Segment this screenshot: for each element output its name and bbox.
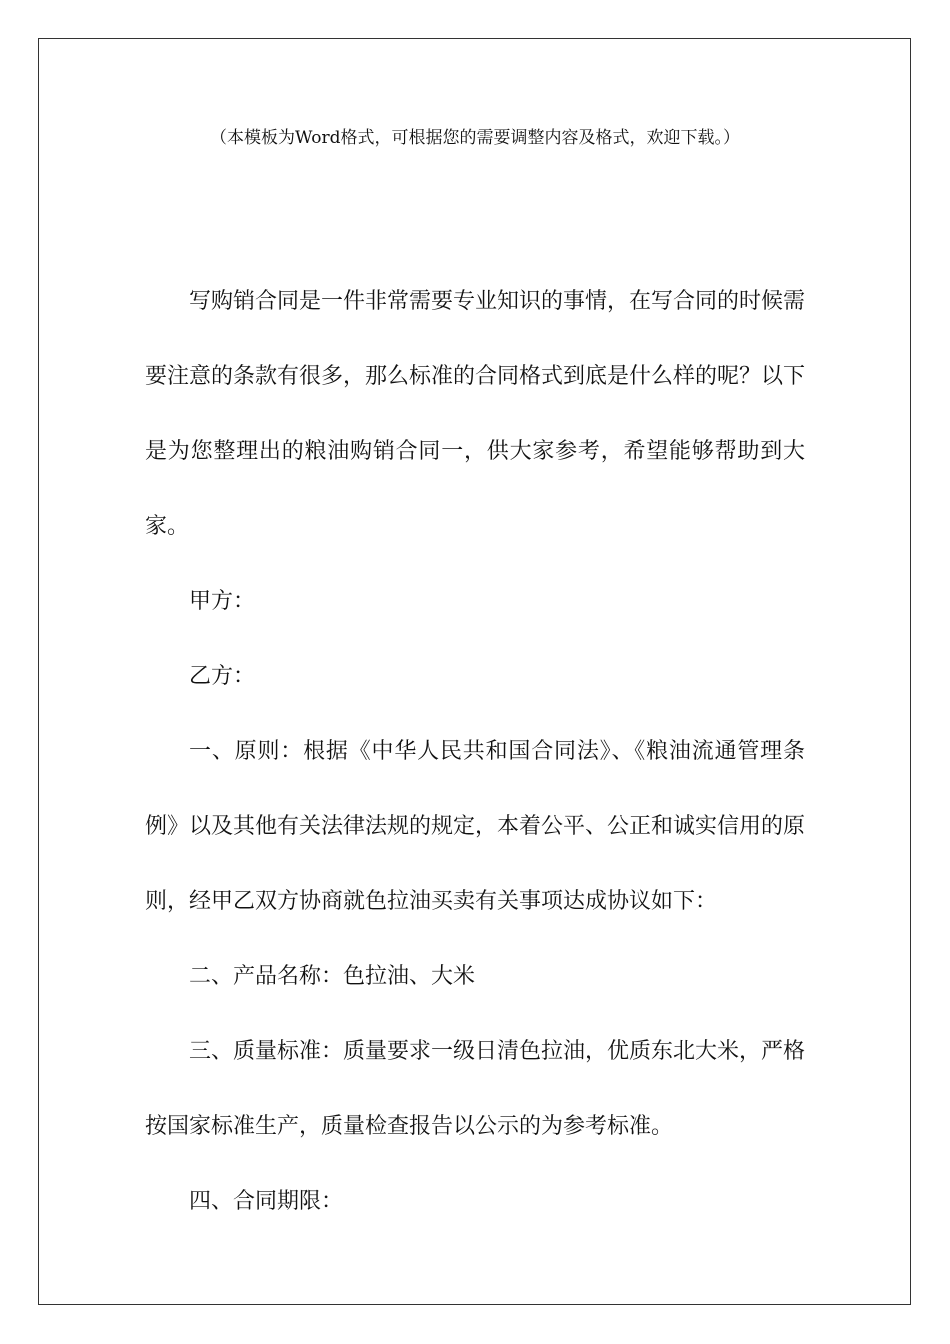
clause-product-name: 二、产品名称：色拉油、大米 <box>189 964 476 989</box>
clause-contract-term: 四、合同期限： <box>189 1189 344 1214</box>
party-b-line: 乙方： <box>189 664 256 689</box>
party-a-line: 甲方： <box>189 589 256 614</box>
intro-paragraph: 写购销合同是一件非常需要专业知识的事情，在写合同的时候需要注意的条款有很多，那么标准的合同格式到底是什么样的呢？以下是为您整理出的粮油购销合同一，供大家参考，希望能够帮助到大家。 <box>145 289 806 539</box>
clause-principle: 一、原则：根据《中华人民共和国合同法》、《粮油流通管理条例》以及其他有关法律法规的规定，本着公平、公正和诚实信用的原则，经甲乙双方协商就色拉油买卖有关事项达成协议如下： <box>145 739 806 914</box>
document-body <box>145 264 805 1239</box>
clause-quality-standard: 三、质量标准：质量要求一级日清色拉油，优质东北大米，严格按国家标准生产，质量检查报告以公示的为参考标准。 <box>145 1039 806 1139</box>
template-note: （本模板为Word格式，可根据您的需要调整内容及格式，欢迎下载。） <box>209 128 741 148</box>
